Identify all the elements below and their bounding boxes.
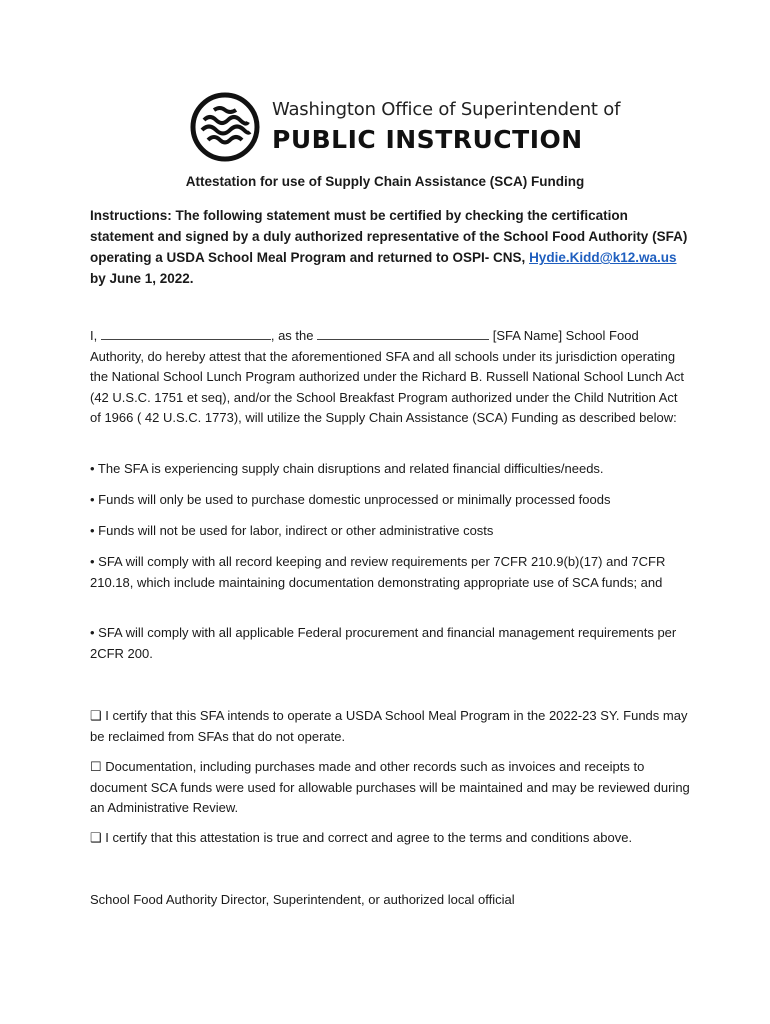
certification-item <box>90 706 690 747</box>
bullet-item: • Funds will only be used to purchase domestic unprocessed or minimally processed foods <box>90 492 611 507</box>
ospi-logo <box>190 92 620 162</box>
instructions-text: Instructions: The following statement must be certified by checking the certification statement and signed by a duly authorized representative of the School Food Authority (SFA) operating a USDA School Meal Program and returned to OSPI- CNS, <box>90 208 688 265</box>
attestation-paragraph <box>90 326 690 429</box>
attestation-part1: I, <box>90 328 101 343</box>
instructions-deadline: by June 1, 2022. <box>90 271 194 286</box>
certification-text: I certify that this SFA intends to operate a USDA School Meal Program in the 2022-23 SY. Funds may be reclaimed from SFAs that do not operate. <box>90 708 688 744</box>
document-title: Attestation for use of Supply Chain Assistance (SCA) Funding <box>185 174 585 189</box>
certification-item <box>90 757 690 819</box>
email-link[interactable]: Hydie.Kidd@k12.wa.us <box>529 250 677 265</box>
bullet-item: • Funds will not be used for labor, indirect or other administrative costs <box>90 523 494 538</box>
certification-checkbox[interactable]: ☐ <box>90 759 102 774</box>
certification-checkbox[interactable]: ❑ <box>90 830 102 845</box>
certification-checkbox[interactable]: ❑ <box>90 708 102 723</box>
certification-text: I certify that this attestation is true and correct and agree to the terms and conditions above. <box>101 830 633 845</box>
bullet-item: • SFA will comply with all applicable Federal procurement and financial management requirements per 2CFR 200. <box>90 625 677 661</box>
org-title: PUBLIC INSTRUCTION <box>272 125 583 154</box>
bullet-item: • SFA will comply with all record keeping and review requirements per 7CFR 210.9(b)(17) and 7CFR 210.18, which include maintaining documentation demonstrating appropriate use of SCA funds; and <box>90 554 666 590</box>
ospi-logo-icon <box>190 92 260 162</box>
certification-item <box>90 828 690 849</box>
attestation-part2: , as the <box>270 328 318 343</box>
sfa-name-blank-field[interactable] <box>317 327 489 340</box>
org-name: Washington Office of Superintendent of <box>272 99 621 120</box>
certification-text: Documentation, including purchases made and other records such as invoices and receipts to document SCA funds were used for allowable purchases will be maintained and may be reviewed during an Administrative Review. <box>90 759 690 815</box>
signer-label: School Food Authority Director, Superintendent, or authorized local official <box>90 892 515 907</box>
attestation-part3: [SFA Name] School Food Authority, do hereby attest that the aforementioned SFA and all schools under its jurisdiction operating the National School Lunch Program authorized under the Richard B. Russell National School Lunch Act (42 U.S.C. 1751 et seq), and/or the School Breakfast Program authorized under the Child Nutrition Act of 1966 ( 42 U.S.C. 1773), will utilize the Supply Chain Assistance (SCA) Funding as described below: <box>90 328 685 425</box>
name-blank-field[interactable] <box>101 327 271 340</box>
bullet-item: • The SFA is experiencing supply chain disruptions and related financial difficulties/needs. <box>90 461 604 476</box>
instructions <box>90 205 690 289</box>
